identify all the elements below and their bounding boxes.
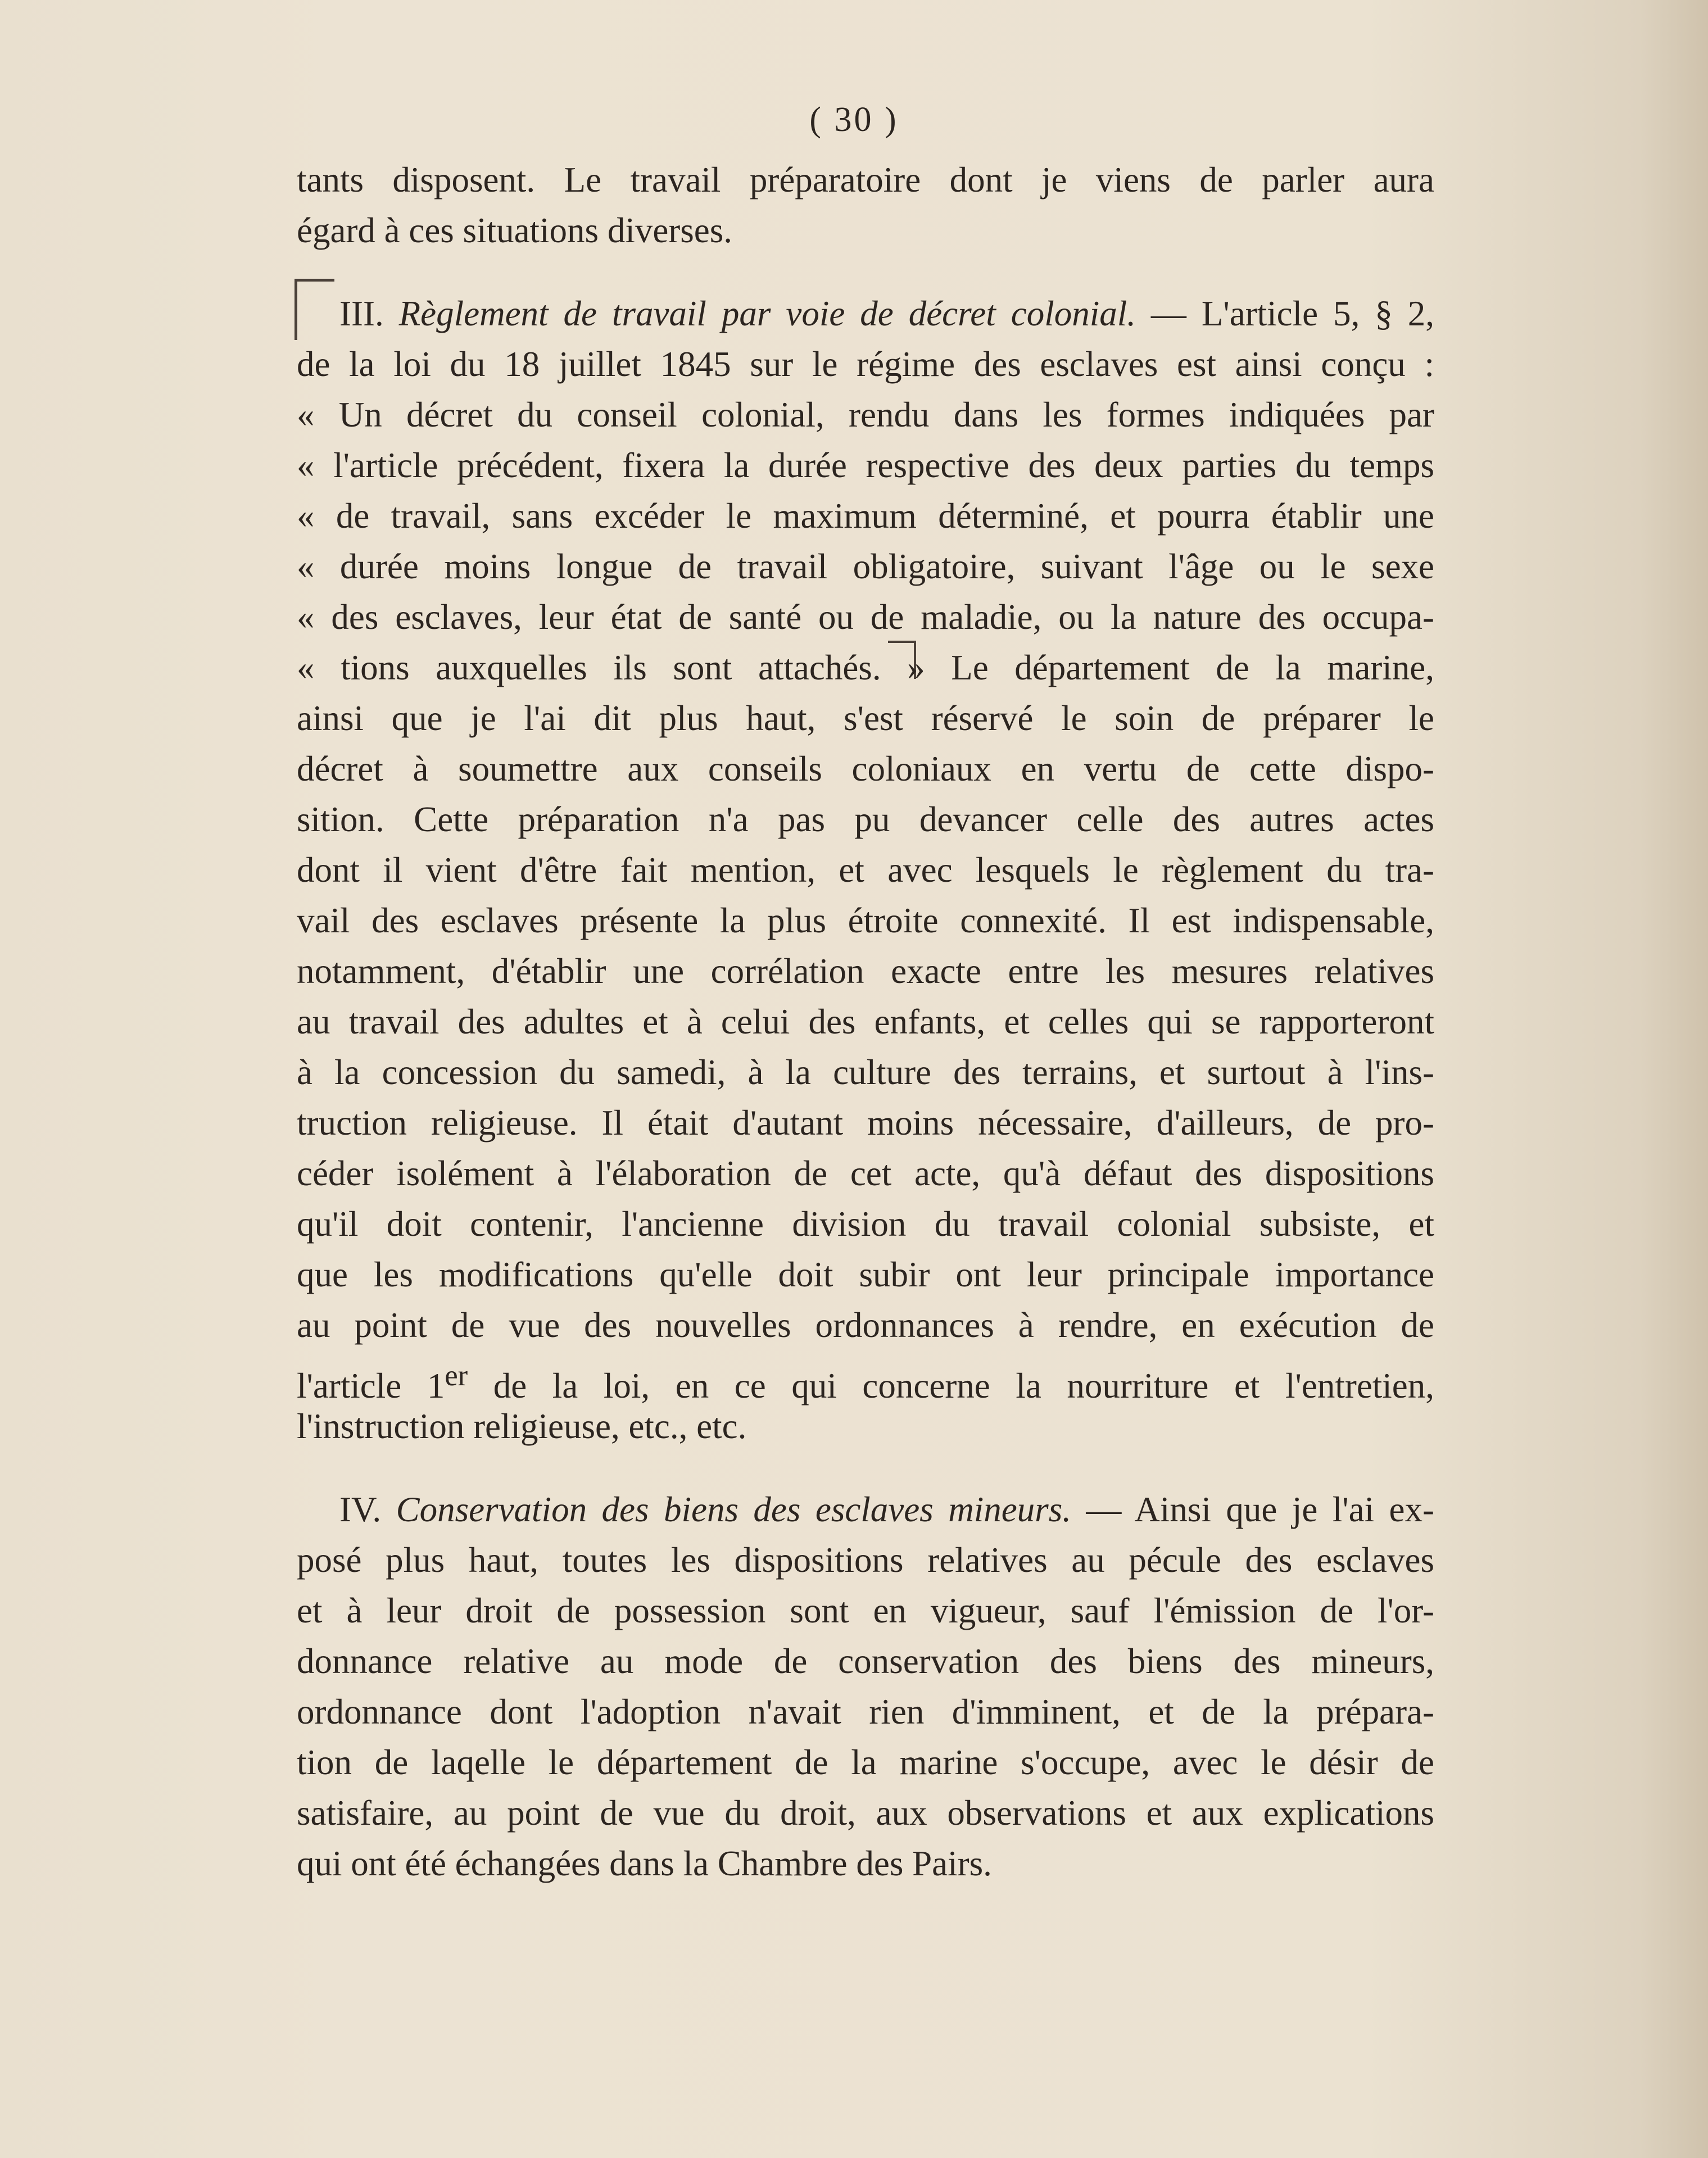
text-line: céder isolément à l'élaboration de cet acte, qu'à défaut des dispositions — [297, 1154, 1434, 1193]
text-line: tants disposent. Le travail préparatoire dont je viens de parler aura — [297, 160, 1434, 200]
quote-line: « Un décret du conseil colonial, rendu dans les formes indiquées par — [297, 395, 1434, 434]
article-text-rest: de la loi, en ce qui concerne la nourriture et l'entretien, — [468, 1366, 1434, 1406]
text-line: au travail des adultes et à celui des enfants, et celles qui se rapporteront — [297, 1002, 1434, 1041]
quote-line: « des esclaves, leur état de santé ou de maladie, ou la nature des occupa- — [297, 597, 1434, 637]
body-text — [297, 155, 1434, 1889]
text-line: de la loi du 18 juillet 1845 sur le régime des esclaves est ainsi conçu : — [297, 344, 1434, 384]
quote-line: « durée moins longue de travail obligatoire, suivant l'âge ou le sexe — [297, 547, 1434, 586]
section-text: — Ainsi que je l'ai ex- — [1071, 1490, 1434, 1529]
text-line: que les modifications qu'elle doit subir ont leur principale importance — [297, 1255, 1434, 1294]
text-line: qui ont été échangées dans la Chambre des Pairs. — [297, 1844, 992, 1883]
text-line: ainsi que je l'ai dit plus haut, s'est réservé le soin de préparer le — [297, 699, 1434, 738]
section-iii-heading-line — [297, 288, 1434, 339]
text-line: truction religieuse. Il était d'autant moins nécessaire, d'ailleurs, de pro- — [297, 1103, 1434, 1143]
section-number: IV. — [339, 1490, 382, 1529]
text-line: satisfaire, au point de vue du droit, aux observations et aux explications — [297, 1793, 1434, 1833]
section-number: III. — [339, 294, 384, 333]
text-line: décret à soumettre aux conseils coloniaux en vertu de cette dispo- — [297, 749, 1434, 788]
quote-line: « de travail, sans excéder le maximum déterminé, et pourra établir une — [297, 496, 1434, 536]
quote-line: « tions auxquelles ils sont attachés. » Le département de la marine, — [297, 648, 1434, 687]
article-line — [297, 1350, 1434, 1406]
text-line: notamment, d'établir une corrélation exacte entre les mesures relatives — [297, 951, 1434, 991]
text-line: posé plus haut, toutes les dispositions relatives au pécule des esclaves — [297, 1540, 1434, 1580]
section-title: Règlement de travail par voie de décret colonial. — [398, 294, 1136, 333]
text-line: ordonnance dont l'adoption n'avait rien d'imminent, et de la prépara- — [297, 1692, 1434, 1731]
section-title: Conservation des biens des esclaves mineurs. — [396, 1490, 1071, 1529]
text-line: tion de laqelle le département de la marine s'occupe, avec le désir de — [297, 1743, 1434, 1782]
text-line: sition. Cette préparation n'a pas pu devancer celle des autres actes — [297, 800, 1434, 839]
quote-line: « l'article précédent, fixera la durée respective des deux parties du temps — [297, 446, 1434, 485]
text-line: dont il vient d'être fait mention, et avec lesquels le règlement du tra- — [297, 850, 1434, 890]
ordinal-superscript: er — [445, 1359, 468, 1392]
text-line: à la concession du samedi, à la culture des terrains, et surtout à l'ins- — [297, 1053, 1434, 1092]
article-text: l'article 1 — [297, 1366, 445, 1406]
page-number: ( 30 ) — [809, 101, 899, 139]
paragraph-gap — [297, 1452, 1434, 1484]
section-text: — L'article 5, § 2, — [1135, 294, 1435, 333]
text-line: donnance relative au mode de conservation des biens des mineurs, — [297, 1642, 1434, 1681]
paragraph-gap — [297, 256, 1434, 288]
section-iv-heading-line — [297, 1484, 1434, 1535]
text-line: vail des esclaves présente la plus étroite connexité. Il est indispensable, — [297, 901, 1434, 940]
text-line: l'instruction religieuse, etc., etc. — [297, 1407, 747, 1446]
text-line: qu'il doit contenir, l'ancienne division du travail colonial subsiste, et — [297, 1204, 1434, 1244]
text-line: au point de vue des nouvelles ordonnances à rendre, en exécution de — [297, 1305, 1434, 1345]
text-line: égard à ces situations diverses. — [297, 211, 733, 250]
text-line: et à leur droit de possession sont en vigueur, sauf l'émission de l'or- — [297, 1591, 1434, 1630]
